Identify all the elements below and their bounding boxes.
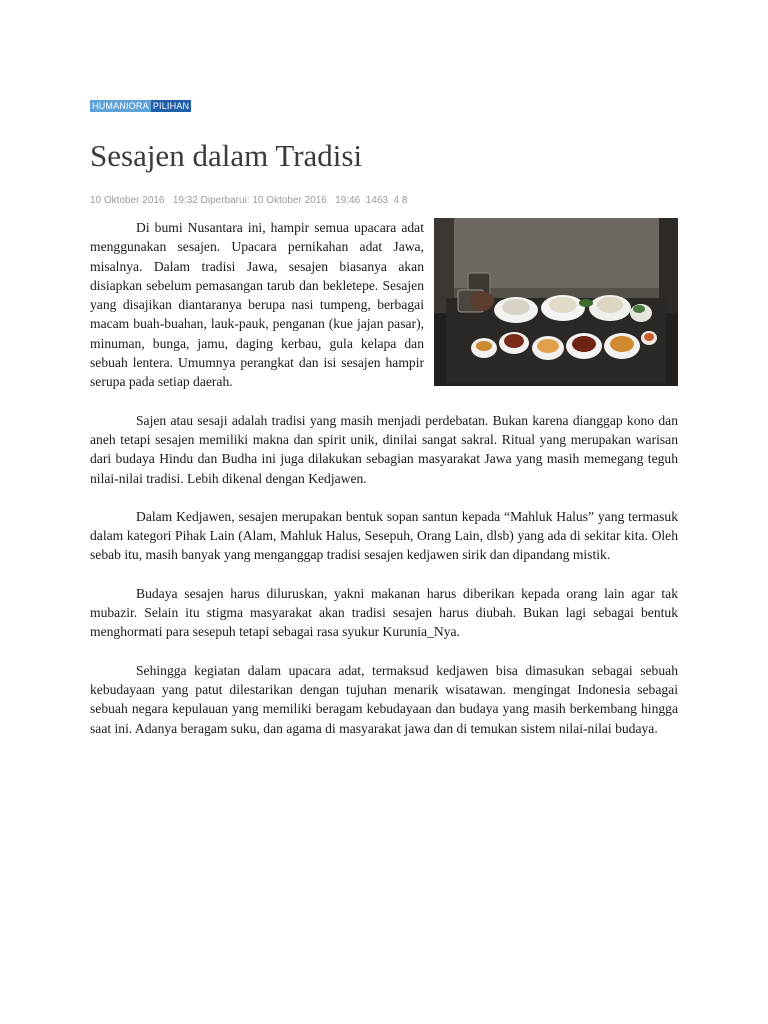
paragraph-5: Sehingga kegiatan dalam upacara adat, termaksud kedjawen bisa dimasukan sebagai sebuah kebudayaan yang patut dilestarikan dengan tujuhan menarik wisatawan. mengingat Indonesia sebagai sebuah negara kepulauan yang memiliki beragam kebudayaan dan budaya yang masih berkembang hingga saat ini. Adanya beragam suku, dan agama di masyarakat jawa dan di temukan sistem nilai-nilai budaya. (90, 662, 678, 736)
paragraph-1 (90, 218, 678, 392)
category-tags (90, 100, 191, 112)
paragraph-3: Dalam Kedjawen, sesajen merupakan bentuk sopan santun kepada “Mahluk Halus” yang termasuk dalam kategori Pihak Lain (Alam, Mahluk Halus, Sesepuh, Orang Lain, dlsb) yang ada di sekitar kita. Oleh sebab itu, masih banyak yang menganggap tradisi sesajen kedjawen sirik dan dipandang mistik. (90, 508, 678, 563)
paragraph-2: Sajen atau sesaji adalah tradisi yang masih menjadi perdebatan. Bukan karena dianggap kono dan aneh tetapi sesajen memiliki makna dan spirit unik, dinilai sangat sakral. Ritual yang merupakan warisan dari budaya Hindu dan Budha ini juga dilakukan sebagian masyarakat Jawa yang masih memegang teguh nilai-nilai tradisi. Lebih dikenal dengan Kedjawen. (90, 412, 678, 486)
paragraph-1-text: Di bumi Nusantara ini, hampir semua upacara adat menggunakan sesajen. Upacara pernikahan adat Jawa, misalnya. Dalam tradisi Jawa, sesajen biasanya akan disiapkan sebelum pemasangan tarub dan bekletepe. Sesajen yang disajikan diantaranya berupa nasi tumpeng, berbagai macam buah-buahan, lauk-pauk, penganan (kue jajan pasar), minuman, bunga, jamu, daging kerbau, gula kelapa dan sebuah lentera. Umumnya perangkat dan isi sesajen hampir serupa pada setiap daerah. (90, 220, 424, 390)
paragraph-4: Budaya sesajen harus diluruskan, yakni makanan harus diberikan kepada orang lain agar tak mubazir. Selain itu stigma masyarakat akan tradisi sesajen harus diubah. Bukan lagi sebagai bentuk menghormati para sesepuh tetapi sebagai rasa syukur Kurunia_Nya. (90, 585, 678, 640)
tag-humaniora[interactable]: HUMANIORA (92, 101, 149, 111)
article-meta: 10 Oktober 2016 19:32 Diperbarui: 10 Oktober 2016 19:46 1463 4 8 (90, 195, 408, 206)
offerings-photo (434, 218, 678, 386)
tag-pilihan[interactable]: PILIHAN (152, 101, 190, 111)
article-body (90, 218, 678, 757)
article-title: Sesajen dalam Tradisi (90, 138, 363, 173)
